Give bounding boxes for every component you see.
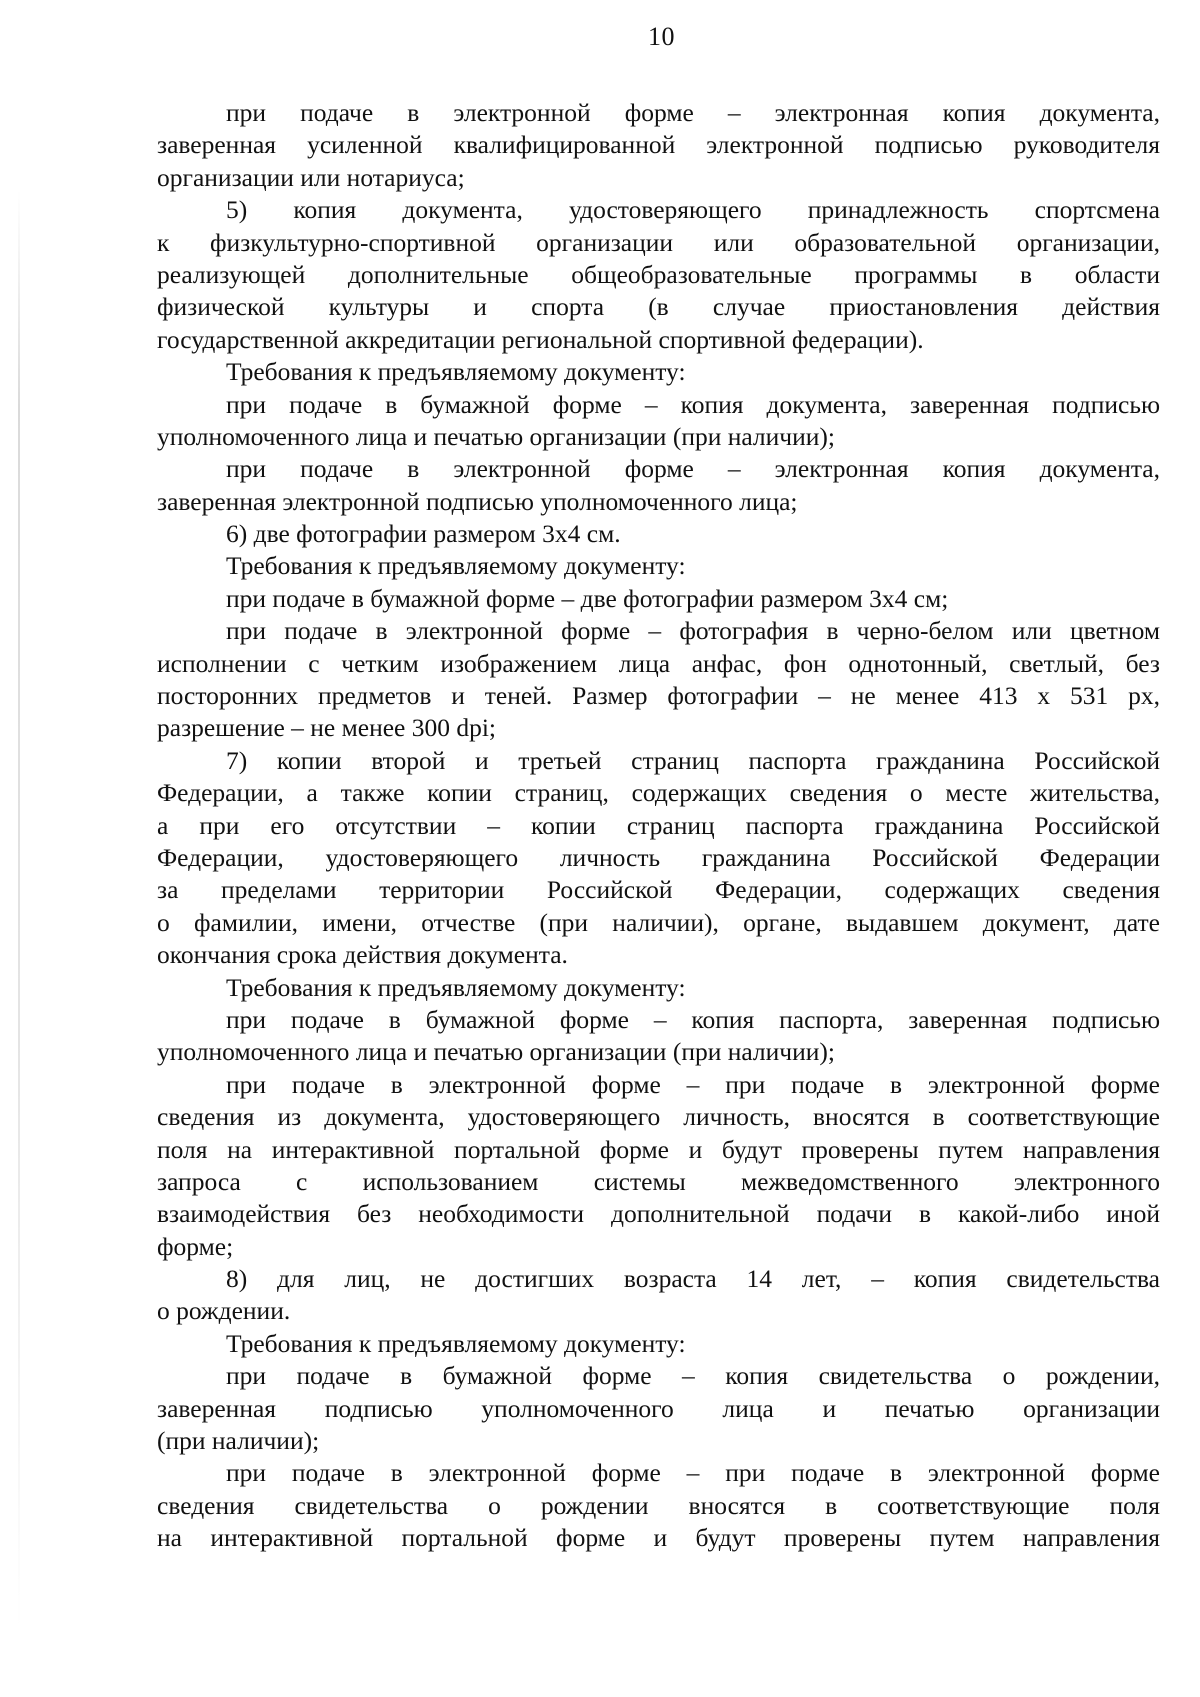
text-line: сведения из документа, удостоверяющего личность, вносятся в соответствующие [157, 1102, 1160, 1132]
text-line: при подаче в электронной форме – электронная копия документа, [226, 98, 1160, 127]
text-line: к физкультурно-спортивной организации или образовательной организации, [157, 227, 1160, 257]
text-line: а при его отсутствии – копии страниц паспорта гражданина Российской [157, 810, 1160, 840]
text-line: организации или нотариуса; [157, 162, 465, 192]
text-line: заверенная усиленной квалифицированной электронной подписью руководителя [157, 130, 1160, 160]
text-line: Федерации, а также копии страниц, содержащих сведения о месте жительства, [157, 778, 1160, 808]
text-line: заверенная подписью уполномоченного лица и печатью организации [157, 1393, 1160, 1423]
text-line: сведения свидетельства о рождении вносятся в соответствующие поля [157, 1490, 1160, 1520]
text-line: Требования к предъявляемому документу: [226, 972, 686, 1002]
text-line: при подаче в электронной форме – при подаче в электронной форме [226, 1069, 1160, 1099]
text-line: посторонних предметов и теней. Размер фотографии – не менее 413 х 531 px, [157, 681, 1160, 711]
text-line: взаимодействия без необходимости дополнительной подачи в какой-либо иной [157, 1199, 1160, 1229]
text-line: (при наличии); [157, 1426, 320, 1456]
scan-edge-shadow [18, 190, 20, 1630]
text-line: уполномоченного лица и печатью организации (при наличии); [157, 1037, 835, 1067]
text-line: заверенная электронной подписью уполномоченного лица; [157, 486, 798, 516]
text-line: при подаче в бумажной форме – копия документа, заверенная подписью [226, 389, 1160, 419]
text-line: 5) копия документа, удостоверяющего принадлежность спортсмена [226, 195, 1160, 225]
text-line: поля на интерактивной портальной форме и будут проверены путем направления [157, 1134, 1160, 1164]
text-line: запроса с использованием системы межведомственного электронного [157, 1166, 1160, 1196]
text-line: при подаче в бумажной форме – копия паспорта, заверенная подписью [226, 1004, 1160, 1034]
page-number: 10 [648, 22, 675, 51]
text-line: при подаче в бумажной форме – копия свидетельства о рождении, [226, 1361, 1160, 1391]
text-line: 8) для лиц, не достигших возраста 14 лет, – копия свидетельства [226, 1264, 1160, 1294]
text-line: разрешение – не менее 300 dpi; [157, 713, 497, 743]
text-line: 7) копии второй и третьей страниц паспорта гражданина Российской [226, 745, 1160, 775]
text-line: о фамилии, имени, отчестве (при наличии), органе, выдавшем документ, дате [157, 907, 1160, 937]
text-line: 6) две фотографии размером 3х4 см. [226, 519, 621, 549]
text-line: при подаче в электронной форме – электронная копия документа, [226, 454, 1160, 484]
text-line: Требования к предъявляемому документу: [226, 551, 686, 581]
text-line: Требования к предъявляемому документу: [226, 357, 686, 387]
text-line: физической культуры и спорта (в случае приостановления действия [157, 292, 1160, 322]
document-body [157, 97, 1160, 1555]
text-line: Требования к предъявляемому документу: [226, 1328, 686, 1358]
text-line: о рождении. [157, 1296, 291, 1326]
page-header [0, 22, 1200, 52]
text-line: исполнении с четким изображением лица анфас, фон однотонный, светлый, без [157, 648, 1160, 678]
text-line: при подаче в электронной форме – фотография в черно-белом или цветном [226, 616, 1160, 646]
text-line: реализующей дополнительные общеобразовательные программы в области [157, 259, 1160, 289]
text-line: окончания срока действия документа. [157, 940, 568, 970]
text-line: государственной аккредитации региональной спортивной федерации). [157, 324, 924, 354]
text-line: Федерации, удостоверяющего личность гражданина Российской Федерации [157, 842, 1160, 872]
text-line: за пределами территории Российской Федерации, содержащих сведения [157, 875, 1160, 905]
text-line: уполномоченного лица и печатью организации (при наличии); [157, 421, 835, 451]
text-line: на интерактивной портальной форме и будут проверены путем направления [157, 1523, 1160, 1553]
text-line: при подаче в бумажной форме – две фотографии размером 3х4 см; [226, 583, 949, 613]
text-line: при подаче в электронной форме – при подаче в электронной форме [226, 1458, 1160, 1488]
text-line: форме; [157, 1231, 234, 1261]
